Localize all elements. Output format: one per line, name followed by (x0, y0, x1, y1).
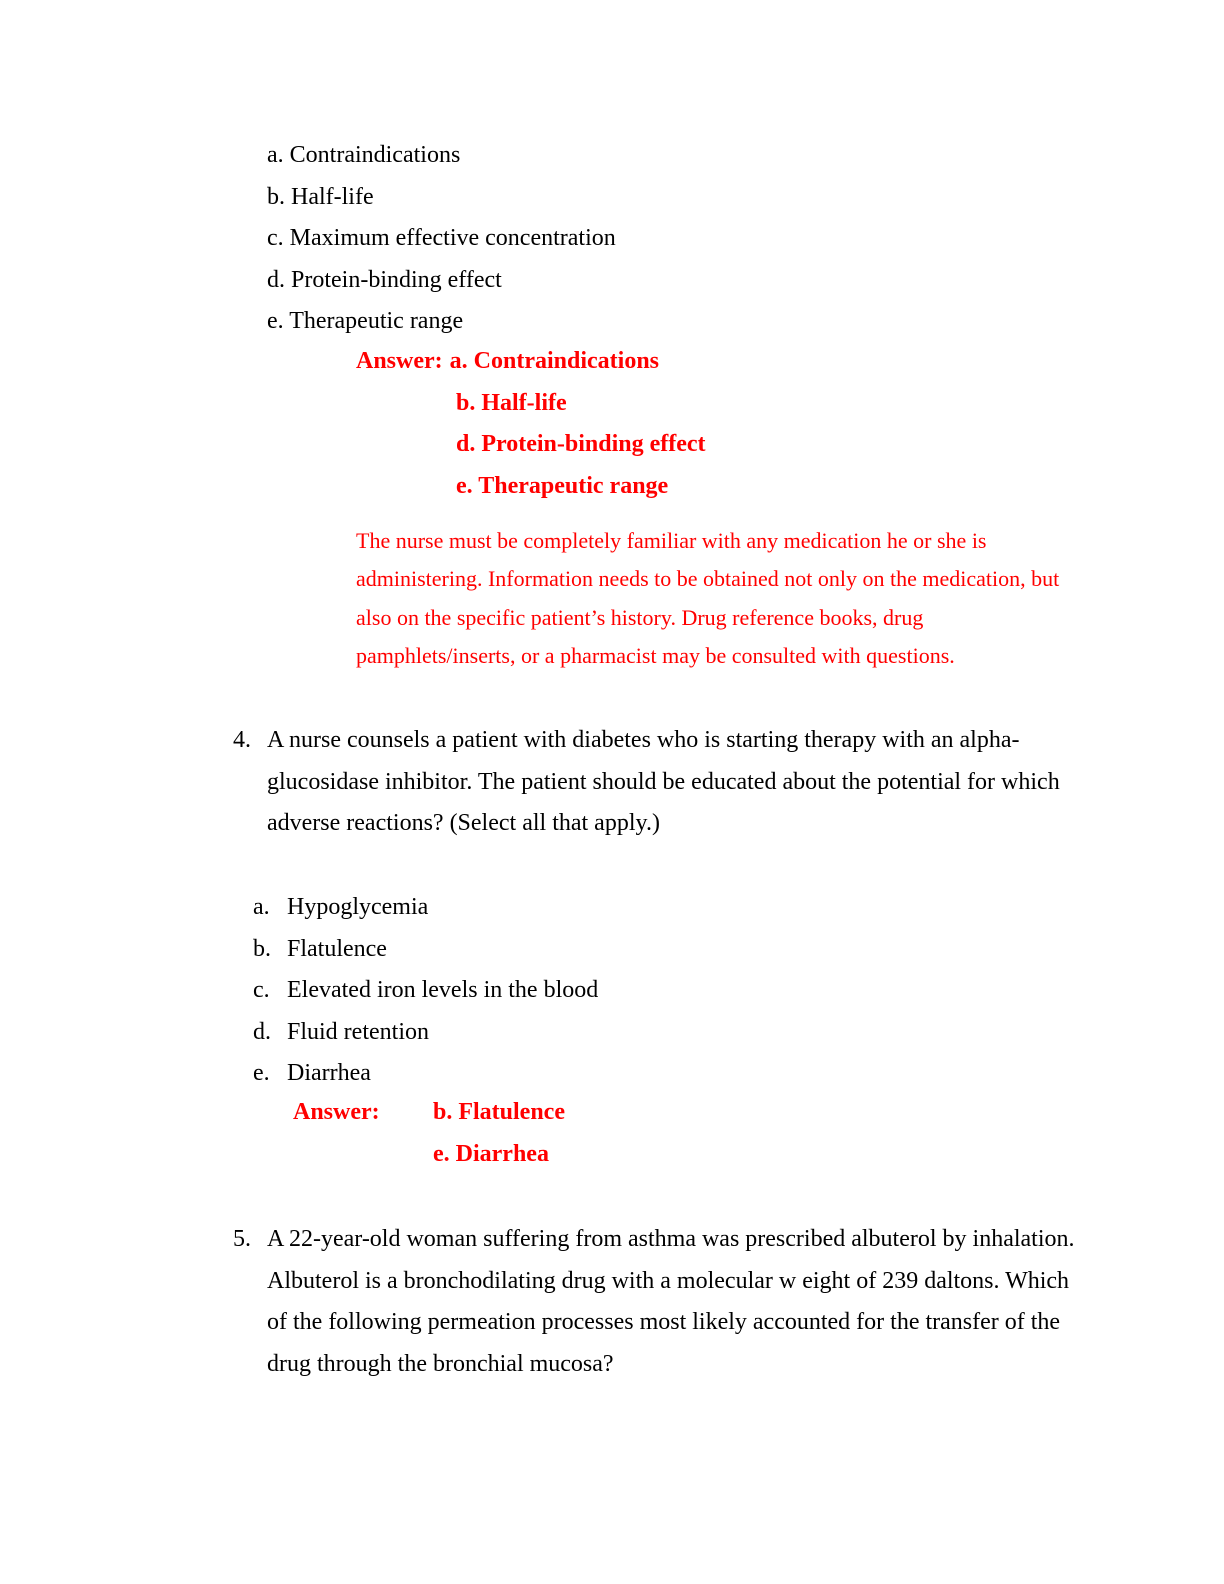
question-number: 5. (233, 1226, 251, 1252)
question-stem-line: A 22-year-old woman suffering from asthma was prescribed albuterol by inhalation. (267, 1226, 1075, 1252)
option-text: Fluid retention (287, 1018, 429, 1045)
question4-answer-block (293, 1092, 565, 1175)
question-number: 4. (233, 727, 251, 753)
option-marker: b. (253, 935, 271, 962)
option-text: Hypoglycemia (287, 894, 429, 920)
answer-item: d. Protein-binding effect (456, 431, 706, 457)
answer-item: e. Diarrhea (433, 1140, 549, 1167)
option-marker: c. (253, 977, 270, 1003)
rationale-line: The nurse must be completely familiar with any medication he or she is (356, 528, 987, 553)
option-text: Diarrhea (287, 1060, 371, 1086)
question3-options-list (267, 135, 616, 343)
option-item: b. Half-life (267, 183, 374, 210)
question-stem-line: A nurse counsels a patient with diabetes who is starting therapy with an alpha- (267, 727, 1020, 753)
question5-stem (233, 1219, 1075, 1385)
option-item: c. Maximum effective concentration (267, 225, 616, 251)
question-stem-line: adverse reactions? (Select all that apply.) (267, 810, 660, 836)
option-marker: e. (253, 1060, 270, 1086)
answer-item: b. Half-life (456, 389, 567, 416)
question-stem-line: drug through the bronchial mucosa? (267, 1350, 614, 1377)
option-item: d. Protein-binding effect (267, 266, 502, 293)
option-item: e. Therapeutic range (267, 308, 464, 334)
option-marker: d. (253, 1018, 271, 1045)
option-marker: a. (253, 894, 270, 920)
answer-label: Answer: (356, 348, 443, 374)
question4-stem (233, 720, 1060, 845)
question-stem-line: glucosidase inhibitor. The patient should be educated about the potential for which (267, 768, 1060, 795)
answer-item: a. Contraindications (449, 348, 660, 374)
answer-item: b. Flatulence (433, 1099, 565, 1125)
option-text: Flatulence (287, 935, 387, 962)
option-item (253, 929, 598, 971)
option-item: a. Contraindications (267, 142, 461, 168)
rationale-line: also on the specific patient’s history. Drug reference books, drug (356, 604, 924, 630)
question-stem-line: Albuterol is a bronchodilating drug with a molecular w eight of 239 daltons. Which (267, 1267, 1070, 1294)
question3-answer-block (356, 341, 706, 507)
question-stem-line: of the following permeation processes most likely accounted for the transfer of the (267, 1309, 1061, 1335)
option-item (253, 1012, 598, 1054)
question3-rationale (356, 522, 1059, 676)
question4-options-list (253, 887, 598, 1095)
rationale-line: administering. Information needs to be obtained not only on the medication, but (356, 566, 1060, 592)
option-item (253, 887, 598, 929)
answer-line (356, 341, 706, 383)
answer-item: e. Therapeutic range (456, 472, 669, 499)
answer-line (293, 1092, 565, 1134)
rationale-line: pamphlets/inserts, or a pharmacist may be consulted with questions. (356, 643, 955, 669)
option-item (253, 1053, 598, 1095)
option-item (253, 970, 598, 1012)
answer-label: Answer: (293, 1099, 380, 1125)
option-text: Elevated iron levels in the blood (287, 977, 599, 1003)
